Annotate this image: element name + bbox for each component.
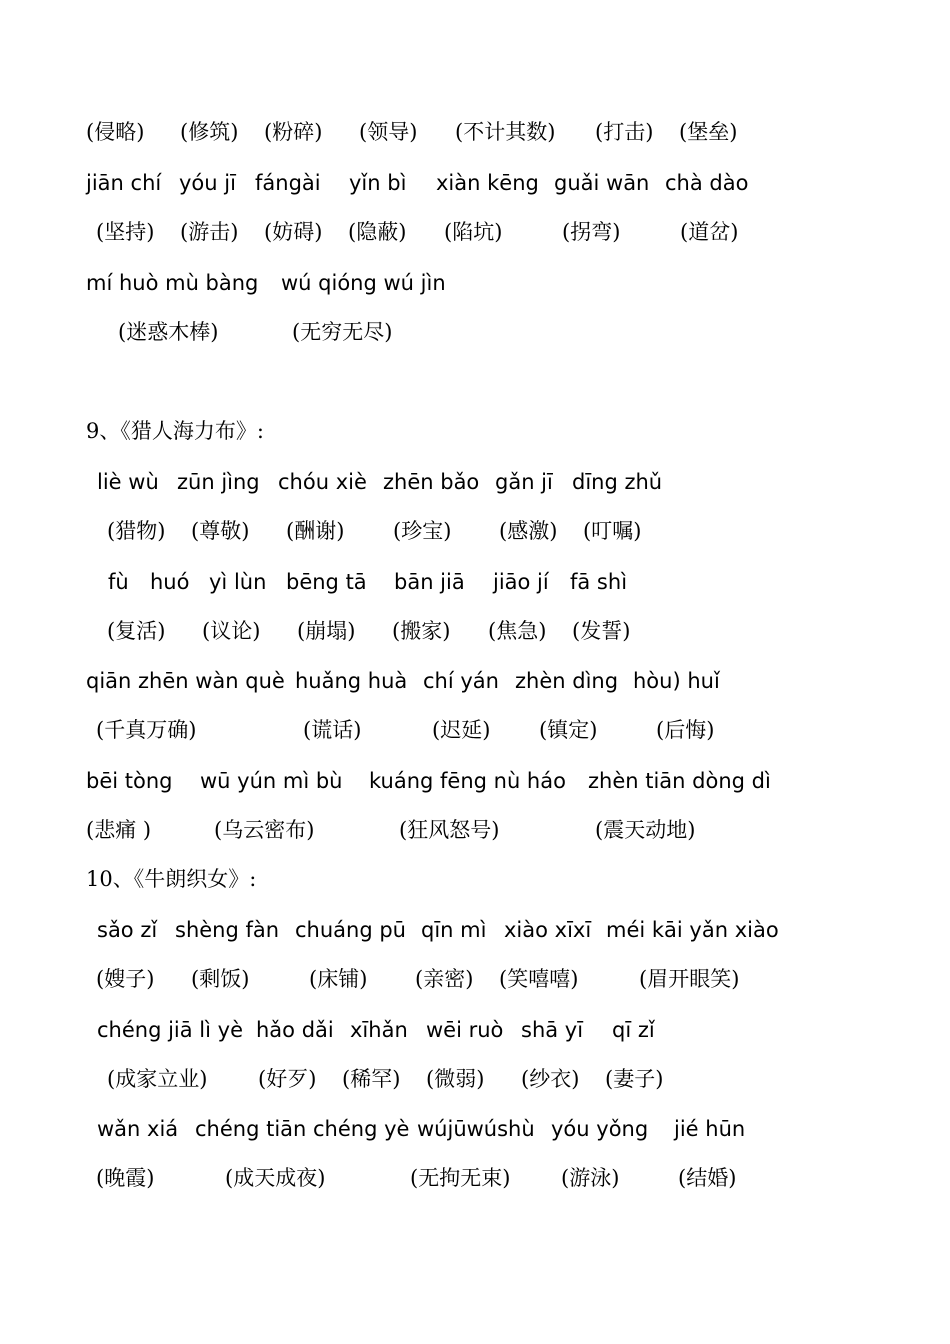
pinyin: yǐn bì xyxy=(349,171,407,195)
word: (稀罕) xyxy=(342,1067,401,1091)
pinyin: jiān chí xyxy=(86,171,162,195)
word: (不计其数) xyxy=(455,120,556,144)
word: (好歹) xyxy=(258,1067,317,1091)
word: (妨碍) xyxy=(264,220,323,244)
pinyin: jié hūn xyxy=(674,1117,746,1141)
word: (妻子) xyxy=(605,1067,664,1091)
pinyin: bēi tòng xyxy=(86,769,173,793)
word: (剩饭) xyxy=(191,967,250,991)
pinyin: qī zǐ xyxy=(612,1018,655,1042)
word: (隐蔽) xyxy=(348,220,407,244)
word: (眉开眼笑) xyxy=(639,967,740,991)
word: (猎物) xyxy=(107,519,166,543)
word: (崩塌) xyxy=(297,619,356,643)
pinyin: chéng jiā lì yè xyxy=(97,1018,243,1042)
pinyin: chóu xiè xyxy=(278,470,367,494)
word: (焦急) xyxy=(488,619,547,643)
word: (嫂子) xyxy=(96,967,155,991)
word: (迟延) xyxy=(432,718,491,742)
pinyin: wú qióng wú jìn xyxy=(281,271,446,295)
pinyin: chéng tiān chéng yè xyxy=(195,1117,410,1141)
word: (亲密) xyxy=(415,967,474,991)
pinyin: chà dào xyxy=(665,171,749,195)
word: (结婚) xyxy=(678,1166,737,1190)
pinyin: shā yī xyxy=(521,1018,584,1042)
word: (微弱) xyxy=(426,1067,485,1091)
pinyin: dīng zhǔ xyxy=(572,470,663,494)
pinyin: yóu yǒng xyxy=(551,1117,649,1141)
pinyin: xiào xīxī xyxy=(504,918,592,942)
pinyin: xiàn kēng xyxy=(436,171,539,195)
pinyin: wēi ruò xyxy=(426,1018,504,1042)
pinyin: mí huò mù bàng xyxy=(86,271,259,295)
pinyin: sǎo zǐ xyxy=(97,918,158,942)
pinyin: qīn mì xyxy=(421,918,487,942)
lesson-title: 9、《猎人海力布》: xyxy=(86,419,264,443)
pinyin: fángài xyxy=(255,171,321,195)
pinyin: zhèn dìng xyxy=(515,669,619,693)
pinyin: wǎn xiá xyxy=(97,1117,179,1141)
pinyin: yóu jī xyxy=(179,171,236,195)
word: (迷惑木棒) xyxy=(118,320,219,344)
pinyin: jiāo jí xyxy=(493,570,549,594)
word: (坚持) xyxy=(96,220,155,244)
word: (尊敬) xyxy=(191,519,250,543)
word: (游击) xyxy=(180,220,239,244)
word: (乌云密布) xyxy=(214,818,315,842)
word: (复活) xyxy=(107,619,166,643)
word: (珍宝) xyxy=(393,519,452,543)
pinyin: huǎng huà xyxy=(295,669,408,693)
pinyin: zhèn tiān dòng dì xyxy=(588,769,771,793)
pinyin: huó xyxy=(150,570,190,594)
word: (笑嘻嘻) xyxy=(499,967,579,991)
word: (纱衣) xyxy=(521,1067,580,1091)
pinyin: guǎi wān xyxy=(554,171,650,195)
word: (无拘无束) xyxy=(410,1166,511,1190)
pinyin: yì lùn xyxy=(209,570,267,594)
pinyin: gǎn jī xyxy=(495,470,553,494)
pinyin: qiān zhēn wàn què xyxy=(86,669,285,693)
word: (侵略) xyxy=(86,120,145,144)
pinyin: liè wù xyxy=(97,470,159,494)
pinyin: zūn jìng xyxy=(177,470,260,494)
word: (搬家) xyxy=(392,619,451,643)
word: (震天动地) xyxy=(595,818,696,842)
pinyin: hòu) huǐ xyxy=(633,669,720,693)
word: (叮嘱) xyxy=(583,519,642,543)
word: (议论) xyxy=(202,619,261,643)
word: (谎话) xyxy=(303,718,362,742)
word: (道岔) xyxy=(680,220,739,244)
pinyin: kuáng fēng nù háo xyxy=(369,769,566,793)
word: (修筑) xyxy=(180,120,239,144)
word: (陷坑) xyxy=(444,220,503,244)
word: (粉碎) xyxy=(264,120,323,144)
word: (无穷无尽) xyxy=(292,320,393,344)
word: (床铺) xyxy=(309,967,368,991)
word: (拐弯) xyxy=(562,220,621,244)
word: (成天成夜) xyxy=(225,1166,326,1190)
word: (领导) xyxy=(359,120,418,144)
pinyin: chí yán xyxy=(423,669,499,693)
word: (发誓) xyxy=(572,619,631,643)
pinyin: xīhǎn xyxy=(350,1018,408,1042)
word: (悲痛 ) xyxy=(86,818,152,842)
pinyin: hǎo dǎi xyxy=(256,1018,334,1042)
lesson-title: 10、《牛朗织女》: xyxy=(86,867,257,891)
pinyin: wū yún mì bù xyxy=(200,769,343,793)
word: (打击) xyxy=(595,120,654,144)
word: (成家立业) xyxy=(107,1067,208,1091)
word: (镇定) xyxy=(539,718,598,742)
pinyin: bēng tā xyxy=(286,570,367,594)
word: (感激) xyxy=(499,519,558,543)
pinyin: bān jiā xyxy=(394,570,465,594)
pinyin: chuáng pū xyxy=(295,918,406,942)
pinyin: shèng fàn xyxy=(175,918,280,942)
pinyin: wújūwúshù xyxy=(417,1117,535,1141)
word: (堡垒) xyxy=(679,120,738,144)
pinyin: fù xyxy=(108,570,129,594)
word: (游泳) xyxy=(561,1166,620,1190)
word: (狂风怒号) xyxy=(399,818,500,842)
pinyin: zhēn bǎo xyxy=(383,470,480,494)
word: (酬谢) xyxy=(286,519,345,543)
word: (后悔) xyxy=(656,718,715,742)
word: (千真万确) xyxy=(96,718,197,742)
pinyin: méi kāi yǎn xiào xyxy=(606,918,779,942)
pinyin: fā shì xyxy=(570,570,628,594)
word: (晚霞) xyxy=(96,1166,155,1190)
